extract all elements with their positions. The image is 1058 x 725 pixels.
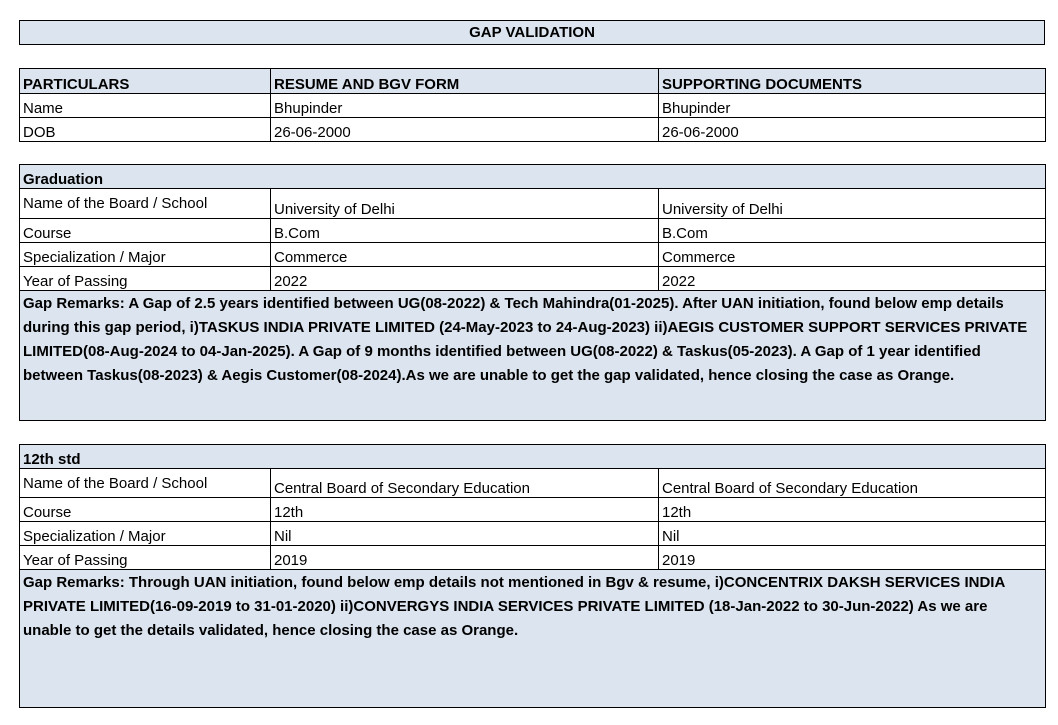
document-value: 2022 [659,267,1046,291]
table-row [20,498,1046,522]
row-label: Year of Passing [20,546,271,570]
row-label: Year of Passing [20,267,271,291]
row-label: Course [20,498,271,522]
row-label: Name [20,94,271,118]
resume-value: 26-06-2000 [271,118,659,142]
remarks-row [20,570,1046,708]
table-row [20,243,1046,267]
table-row [20,469,1046,498]
document-value: B.Com [659,219,1046,243]
resume-value: 2019 [271,546,659,570]
column-header-supporting-docs: SUPPORTING DOCUMENTS [659,69,1046,94]
resume-value: 2022 [271,267,659,291]
document-value: Central Board of Secondary Education [659,469,1046,498]
document-value: Nil [659,522,1046,546]
row-label: Course [20,219,271,243]
table-row [20,94,1046,118]
document-value: 12th [659,498,1046,522]
particulars-table [19,68,1045,142]
row-label: Specialization / Major [20,522,271,546]
document-value: Bhupinder [659,94,1046,118]
row-label: DOB [20,118,271,142]
section-heading: Graduation [20,165,1046,189]
resume-value: 12th [271,498,659,522]
column-header-particulars: PARTICULARS [20,69,271,94]
table-row [20,546,1046,570]
document-value: 2019 [659,546,1046,570]
gap-remarks: Gap Remarks: A Gap of 2.5 years identified between UG(08-2022) & Tech Mahindra(01-2025). After UAN initiation, found below emp details during this gap period, i)TASKUS INDIA PRIVATE LIMITED (24-May-2023 to 24-Aug-2023) ii)AEGIS CUSTOMER SUPPORT SERVICES PRIVATE LIMITED(08-Aug-2024 to 04-Jan-2025). A Gap of 9 months identified between UG(08-2022) & Taskus(05-2023). A Gap of 1 year identified between Taskus(08-2023) & Aegis Customer(08-2024).As we are unable to get the gap validated, hence closing the case as Orange. [20,291,1046,421]
column-header-resume-bgv: RESUME AND BGV FORM [271,69,659,94]
section-heading-row [20,165,1046,189]
table-row [20,522,1046,546]
resume-value: B.Com [271,219,659,243]
table-row [20,267,1046,291]
gap-remarks: Gap Remarks: Through UAN initiation, found below emp details not mentioned in Bgv & resume, i)CONCENTRIX DAKSH SERVICES INDIA PRIVATE LIMITED(16-09-2019 to 31-01-2020) ii)CONVERGYS INDIA SERVICES PRIVATE LIMITED (18-Jan-2022 to 30-Jun-2022) As we are unable to get the details validated, hence closing the case as Orange. [20,570,1046,708]
row-label: Name of the Board / School [20,189,271,219]
row-label: Specialization / Major [20,243,271,267]
document-value: University of Delhi [659,189,1046,219]
remarks-row [20,291,1046,421]
resume-value: Central Board of Secondary Education [271,469,659,498]
page-title: GAP VALIDATION [19,20,1045,45]
table-row [20,189,1046,219]
document-value: Commerce [659,243,1046,267]
table-row [20,219,1046,243]
resume-value: Commerce [271,243,659,267]
section-heading: 12th std [20,445,1046,469]
twelfth-std-table [19,444,1045,708]
resume-value: Nil [271,522,659,546]
table-row [20,118,1046,142]
row-label: Name of the Board / School [20,469,271,498]
section-heading-row [20,445,1046,469]
resume-value: University of Delhi [271,189,659,219]
document-value: 26-06-2000 [659,118,1046,142]
particulars-header-row [20,69,1046,94]
graduation-table [19,164,1045,421]
resume-value: Bhupinder [271,94,659,118]
